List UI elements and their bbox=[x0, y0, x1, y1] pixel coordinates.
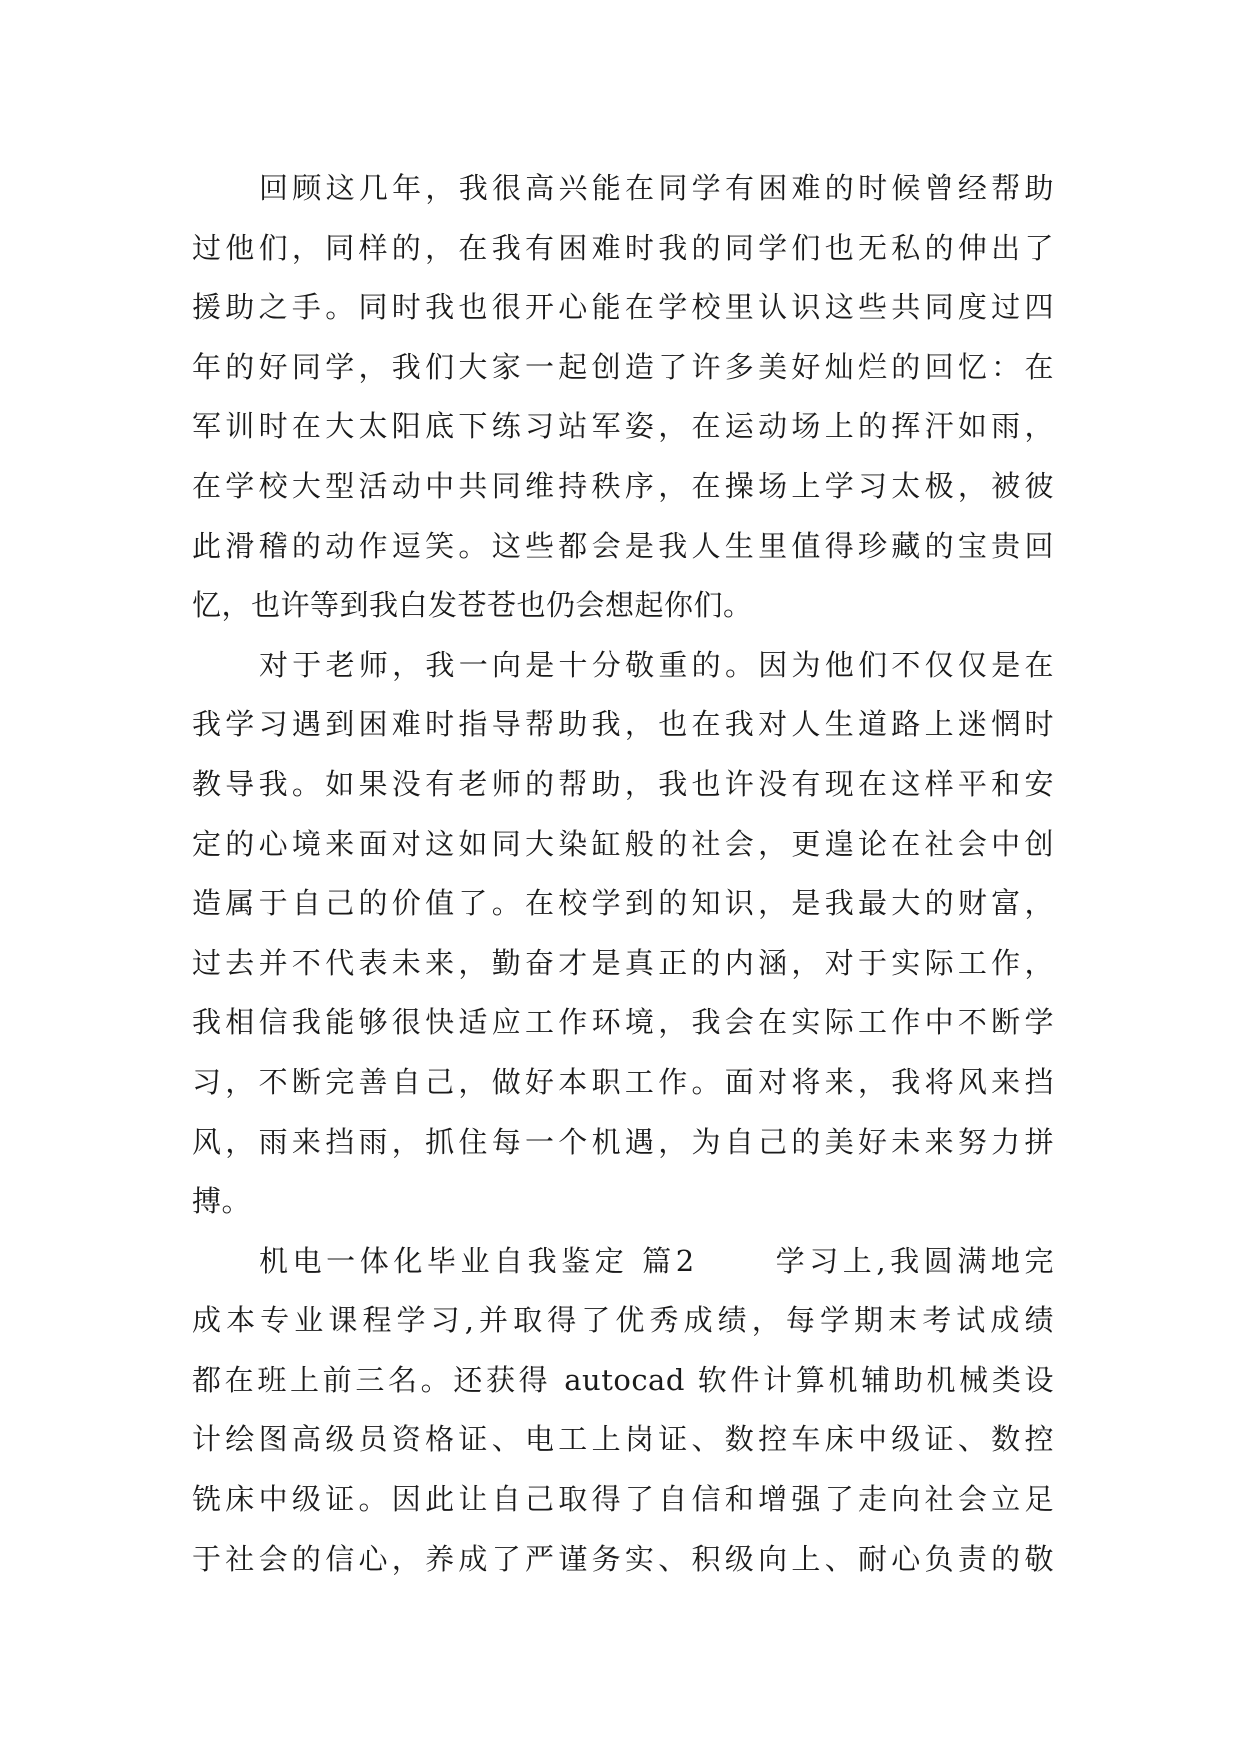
text-line: 习，不断完善自己，做好本职工作。面对将来，我将风来挡 bbox=[192, 1064, 1054, 1099]
text-line: 过去并不代表未来，勤奋才是真正的内涵，对于实际工作， bbox=[192, 945, 1054, 980]
text-line: 回顾这几年，我很高兴能在同学有困难的时候曾经帮助 bbox=[259, 171, 1054, 205]
text-line: 援助之手。同时我也很开心能在学校里认识这些共同度过四 bbox=[192, 290, 1054, 325]
text-line: 在学校大型活动中共同维持秩序，在操场上学习太极，被彼 bbox=[192, 468, 1054, 503]
text-line: 于社会的信心，养成了严谨务实、积级向上、耐心负责的敬 bbox=[192, 1541, 1054, 1576]
text-line: 我学习遇到困难时指导帮助我，也在我对人生道路上迷惘时 bbox=[192, 707, 1054, 742]
text-line: 对于老师，我一向是十分敬重的。因为他们不仅仅是在 bbox=[259, 647, 1054, 682]
text-line: 风，雨来挡雨，抓住每一个机遇，为自己的美好未来努力拼 bbox=[192, 1124, 1054, 1159]
text-line: 教导我。如果没有老师的帮助，我也许没有现在这样平和安 bbox=[192, 766, 1054, 801]
text-line: 铣床中级证。因此让自己取得了自信和增强了走向社会立足 bbox=[192, 1482, 1054, 1517]
text-line: 此滑稽的动作逗笑。这些都会是我人生里值得珍藏的宝贵回 bbox=[192, 528, 1054, 563]
text-line: 搏。 bbox=[192, 1184, 252, 1219]
text-line: 过他们，同样的，在我有困难时我的同学们也无私的伸出了 bbox=[192, 230, 1054, 265]
text-line: 造属于自己的价值了。在校学到的知识，是我最大的财富， bbox=[192, 886, 1054, 921]
text-line: 忆，也许等到我白发苍苍也仍会想起你们。 bbox=[192, 588, 753, 623]
text-line: 年的好同学，我们大家一起创造了许多美好灿烂的回忆：在 bbox=[192, 349, 1054, 384]
document-body bbox=[192, 159, 1054, 1589]
text-line: 机电一体化毕业自我鉴定 篇2 学习上,我圆满地完 bbox=[259, 1243, 1054, 1278]
text-line: 我相信我能够很快适应工作环境，我会在实际工作中不断学 bbox=[192, 1005, 1054, 1040]
text-line: 军训时在大太阳底下练习站军姿，在运动场上的挥汗如雨， bbox=[192, 409, 1054, 444]
text-line: 都在班上前三名。还获得 autocad 软件计算机辅助机械类设 bbox=[192, 1362, 1054, 1397]
text-line: 计绘图高级员资格证、电工上岗证、数控车床中级证、数控 bbox=[192, 1422, 1054, 1457]
text-line: 成本专业课程学习,并取得了优秀成绩，每学期末考试成绩 bbox=[192, 1303, 1054, 1338]
text-line: 定的心境来面对这如同大染缸般的社会，更遑论在社会中创 bbox=[192, 826, 1054, 861]
